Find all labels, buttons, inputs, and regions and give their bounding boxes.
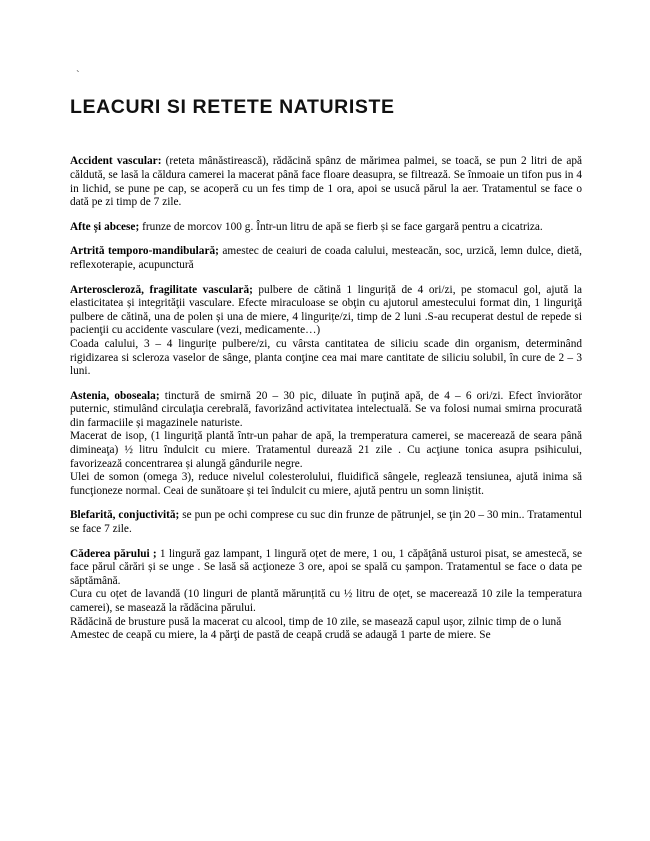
recipe-entry (70, 221, 582, 235)
recipe-entry (70, 245, 582, 272)
recipe-term-separator: ; (155, 389, 160, 402)
recipe-sub-block: Coada calului, 3 – 4 lingurițe pulbere/zi, cu vârsta cantitatea de siliciu scade din organism, determinând rigidizarea si scleroza vaselor de sânge, planta conţine cea mai mare cantitate de siliciu solubil, în cure de 2 – 3 luni. (70, 337, 582, 378)
recipe-body: 1 lingură gaz lampant, 1 lingură oțet de mere, 1 ou, 1 căpăţână usturoi pisat, se amestecă, se face părul cărări și se unge . Se lasă să acţioneze 3 ore, apoi se spală cu șampon. Tratamentul se face o data pe săptămână. (70, 547, 583, 587)
page-title: LEACURI SI RETETE NATURISTE (70, 96, 395, 118)
recipe-body: (reteta mânăstirească), rădăcină spânz de mărimea palmei, se toacă, se pun 2 litri de apă căldută, se lasă la căldura camerei la macerat până face floare deasupra, se filtrează. Se înmoaie un tifon pus in 4 in lichid, se pune pe cap, se acoperă cu un fes timp de 1 ora, apoi se usucă părul la aer. Tratamentul se face o dată pe zi timp de 7 zile. (70, 155, 582, 209)
recipe-entry (70, 155, 582, 209)
recipe-term-separator: ; (175, 509, 180, 522)
recipe-term: Afte și abcese (70, 220, 136, 233)
recipe-entry (70, 509, 582, 536)
recipe-term: Blefarită, conjuctivită (70, 509, 176, 522)
recipe-term: Accident vascular (70, 155, 158, 168)
stray-tick-mark: ` (76, 69, 80, 81)
recipe-body: frunze de morcov 100 g. Într-un litru de apă se fierb și se face gargară pentru a cicatriza. (139, 220, 543, 233)
recipe-sub-block: Ulei de somon (omega 3), reduce nivelul colesterolului, fluidifică sângele, reglează tensiunea, ajută inima să funcţioneze normal. Ceai de sunătoare și tei îndulcit cu miere, ajută pentru un somn liniștit. (70, 471, 582, 497)
recipe-entry (70, 548, 582, 643)
recipe-body: tinctură de smirnă 20 – 30 pic, diluate în puţină apă, de 4 – 6 ori/zi. Efect înviorător puternic, stimulând circulaţia cerebrală, favorizând activitatea intelectuală. Se va folosi numai smirna procurată din farmaciile și magazinele naturiste. (70, 389, 582, 429)
recipe-sub-block: Rădăcină de brusture pusă la macerat cu alcool, timp de 10 zile, se masează capul ușor, zilnic timp de o lună (70, 615, 562, 628)
recipe-body: se pun pe ochi comprese cu suc din frunze de pătrunjel, se ţin 20 – 30 min.. Tratamentul se face 7 zile. (70, 509, 582, 536)
recipe-term-separator: ; (135, 220, 140, 233)
recipe-term: Artrită temporo-mandibulară (70, 245, 216, 258)
recipe-term: Căderea părului (70, 547, 153, 560)
recipe-term-separator: ; (215, 245, 219, 258)
recipe-list (70, 155, 582, 642)
recipe-body: pulbere de cătină 1 linguriță de 4 ori/zi, pe stomacul gol, ajută la elasticitatea și integrităţii vasculare. Efecte miraculoase se obţin cu ajutorul amestecului format din, 1 linguriţă pulbere de cătină, una de polen și una de miere, 4 lingurițe/zi, timp de 2 luni .S-au recuperat destul de repede si pacienţii cu accidente vasculare (vezi, medicamente…) (70, 283, 582, 337)
recipe-sub-block: Macerat de isop, (1 linguriță plantă într-un pahar de apă, la tremperatura camerei, se macerează de seara până dimineaţa) ½ litru îndulcit cu miere. Tratamentul durează 21 zile . Cu acţiune tonica asupra psihicului, favorizează concentrarea și alungă gândurile negre. (70, 430, 582, 470)
recipe-entry (70, 390, 582, 499)
recipe-term-separator: ; (249, 283, 253, 296)
recipe-term: Arteroscleroză, fragilitate vasculară (70, 283, 250, 296)
recipe-term-separator: ; (152, 547, 157, 560)
recipe-entry (70, 284, 582, 379)
recipe-body: amestec de ceaiuri de coada calului, mesteacăn, soc, urzică, lemn dulce, dietă, reflexoterapie, acupunctură (70, 245, 583, 271)
recipe-term-separator: : (157, 155, 162, 168)
recipe-sub-block: Amestec de ceapă cu miere, la 4 părţi de pastă de ceapă crudă se adaugă 1 parte de miere. Se (70, 629, 491, 642)
document-content (70, 96, 582, 643)
recipe-term: Astenia, oboseala (70, 389, 156, 402)
recipe-sub-block: Cura cu oțet de lavandă (10 linguri de plantă mărunțită cu ½ litru de oțet, se macerează 10 zile la temperatura camerei), se masează la rădăcina părului. (70, 588, 582, 615)
